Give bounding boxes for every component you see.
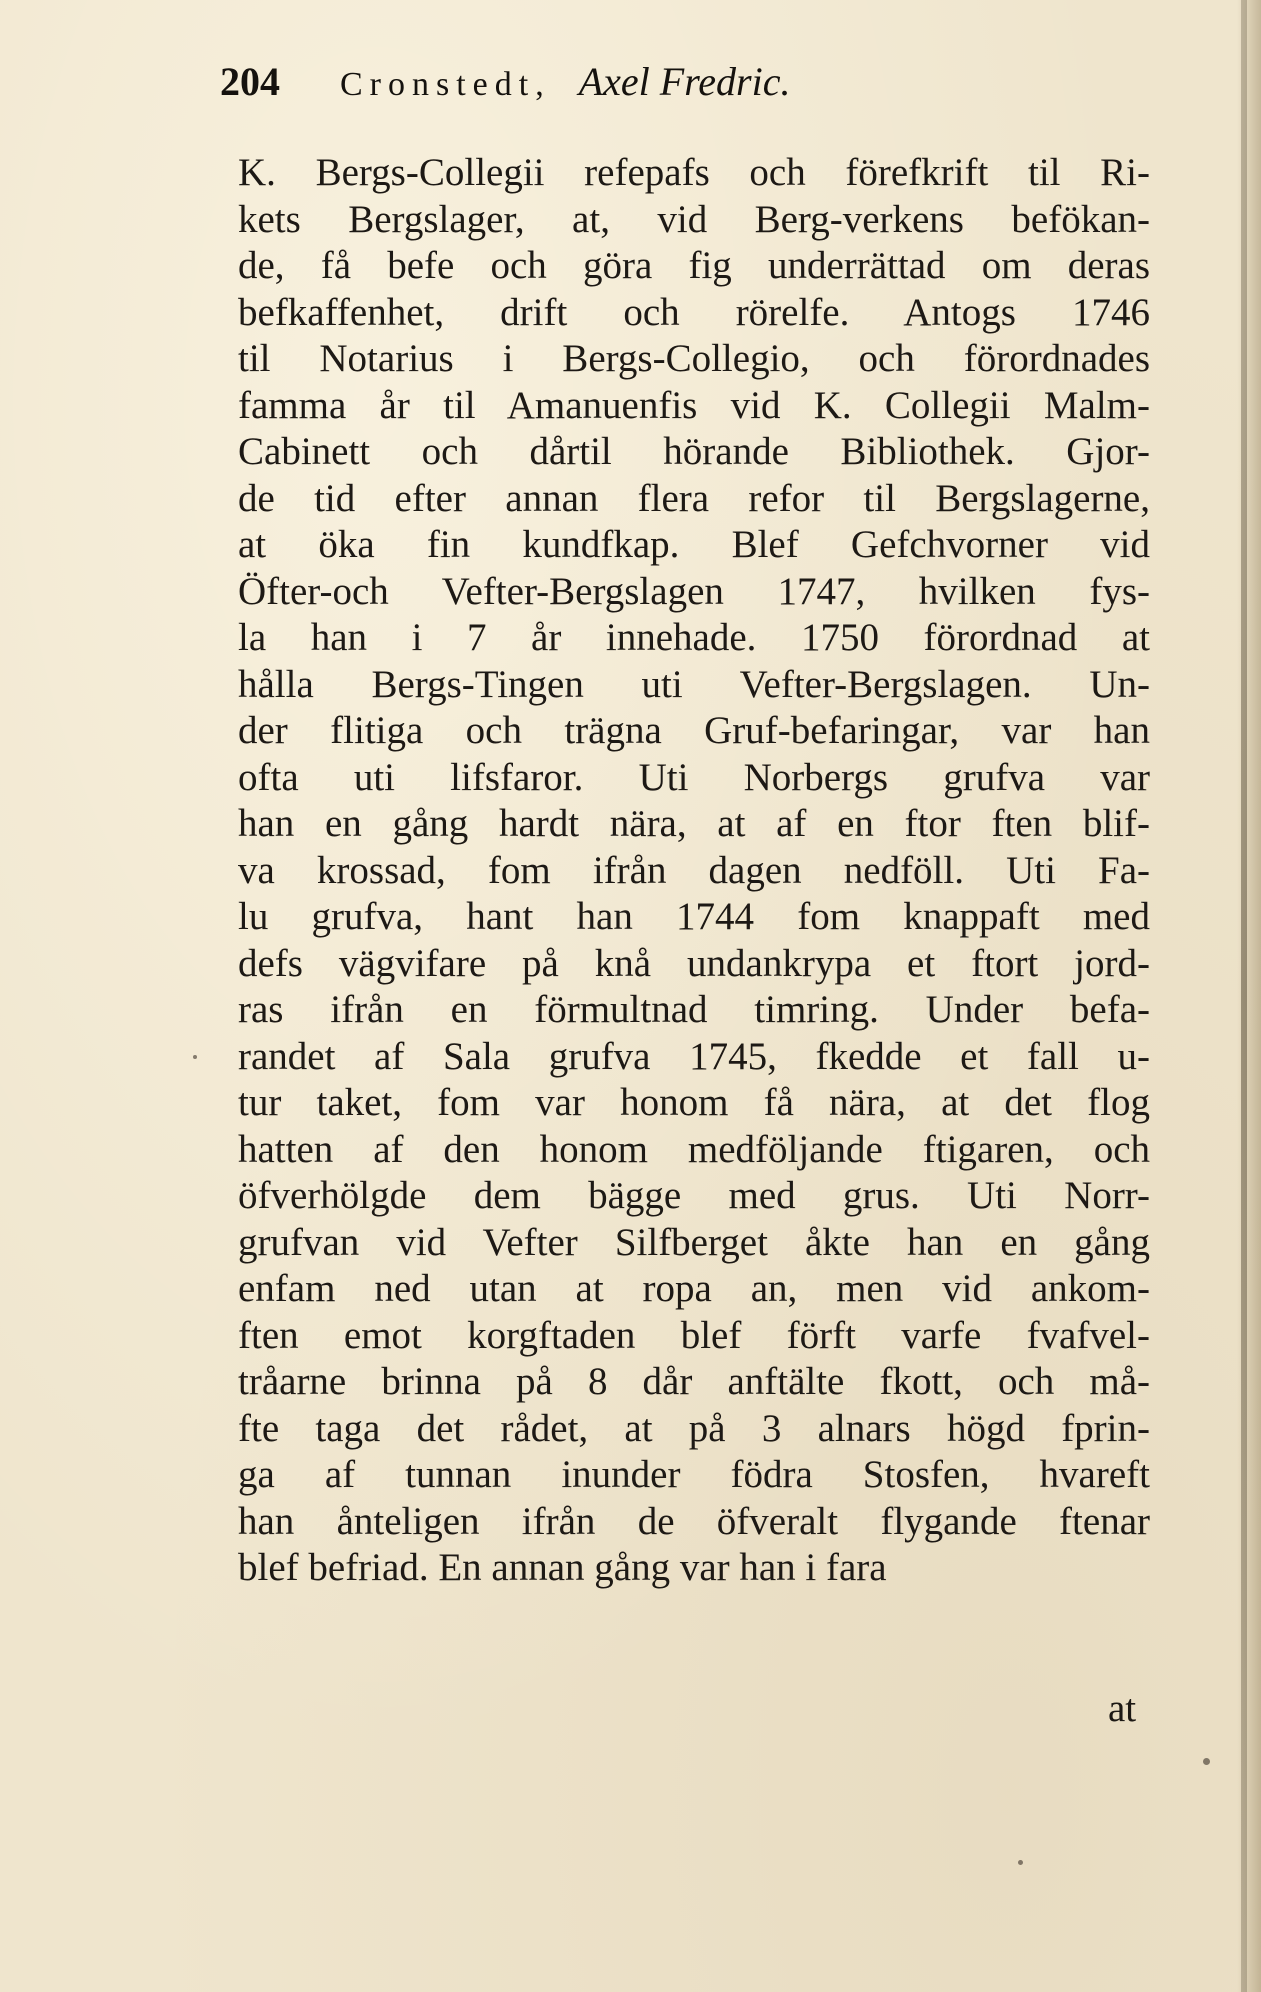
page-number: 204 xyxy=(220,59,280,104)
text-line: kets Bergslager, at, vid Berg-verkens befökan- xyxy=(238,197,1150,241)
text-line: enfam ned utan at ropa an, men vid ankom- xyxy=(238,1267,1150,1310)
text-line: de, få befe och göra fig underrättad om deras xyxy=(238,244,1150,287)
running-head xyxy=(220,58,1040,118)
text-line: han ånteligen ifrån de öfveralt flygande ftenar xyxy=(238,1499,1150,1543)
catchword: at xyxy=(1108,1687,1137,1730)
text-line: famma år til Amanuenfis vid K. Collegii Malm- xyxy=(238,383,1150,427)
text-line: tur taket, fom var honom få nära, at det flog xyxy=(238,1081,1150,1124)
text-line: ga af tunnan inunder födra Stosfen, hvareft xyxy=(238,1453,1150,1496)
text-line: fte taga det rådet, at på 3 alnars högd fprin- xyxy=(238,1406,1150,1450)
running-head-surname: Cronstedt, xyxy=(340,66,551,103)
text-line: ras ifrån en förmultnad timring. Under befa- xyxy=(238,988,1150,1031)
text-line: lu grufva, hant han 1744 fom knappaft med xyxy=(238,895,1150,938)
text-line: defs vägvifare på knå undankrypa et ftort jord- xyxy=(238,941,1150,985)
text-line: randet af Sala grufva 1745, fkedde et fall u- xyxy=(238,1034,1150,1078)
text-line: hatten af den honom medföljande ftigaren, och xyxy=(238,1127,1150,1171)
text-line: Öfter-och Vefter-Bergslagen 1747, hvilken fys- xyxy=(238,569,1150,613)
text-line: ofta uti lifsfaror. Uti Norbergs grufva var xyxy=(238,755,1150,799)
text-line: Cabinett och dårtil hörande Bibliothek. Gjor- xyxy=(238,430,1150,473)
text-line: der flitiga och trägna Gruf-befaringar, var han xyxy=(238,709,1150,752)
page-edge-binding xyxy=(1241,0,1247,1992)
text-line: ften emot korgftaden blef förft varfe fvafvel- xyxy=(238,1313,1150,1357)
ink-speck xyxy=(193,1055,197,1059)
text-line: til Notarius i Bergs-Collegio, och förordnades xyxy=(238,337,1150,380)
ink-speck xyxy=(1203,1758,1210,1765)
text-line: tråarne brinna på 8 dår anftälte fkott, och må- xyxy=(238,1360,1150,1403)
text-line: de tid efter annan flera refor til Bergslagerne, xyxy=(238,476,1150,520)
text-line: va krossad, fom ifrån dagen nedföll. Uti Fa- xyxy=(238,848,1150,892)
running-head-given-names: Axel Fredric. xyxy=(578,59,791,104)
text-line: la han i 7 år innehade. 1750 förordnad at xyxy=(238,616,1150,659)
body-text xyxy=(238,150,1150,1592)
text-line: befkaffenhet, drift och rörelfe. Antogs 1746 xyxy=(238,290,1150,334)
text-line: K. Bergs-Collegii refepafs och förefkrift til Ri- xyxy=(238,151,1150,194)
text-line: at öka fin kundfkap. Blef Gefchvorner vid xyxy=(238,523,1150,566)
text-line: han en gång hardt nära, at af en ftor ften blif- xyxy=(238,802,1150,845)
text-line: grufvan vid Vefter Silfberget åkte han en gång xyxy=(238,1220,1150,1264)
text-line: öfverhölgde dem bägge med grus. Uti Norr- xyxy=(238,1174,1150,1217)
text-line: blef befriad. En annan gång var han i fara xyxy=(238,1546,887,1589)
text-line: hålla Bergs-Tingen uti Vefter-Bergslagen. Un- xyxy=(238,662,1150,706)
ink-speck xyxy=(1018,1860,1023,1865)
